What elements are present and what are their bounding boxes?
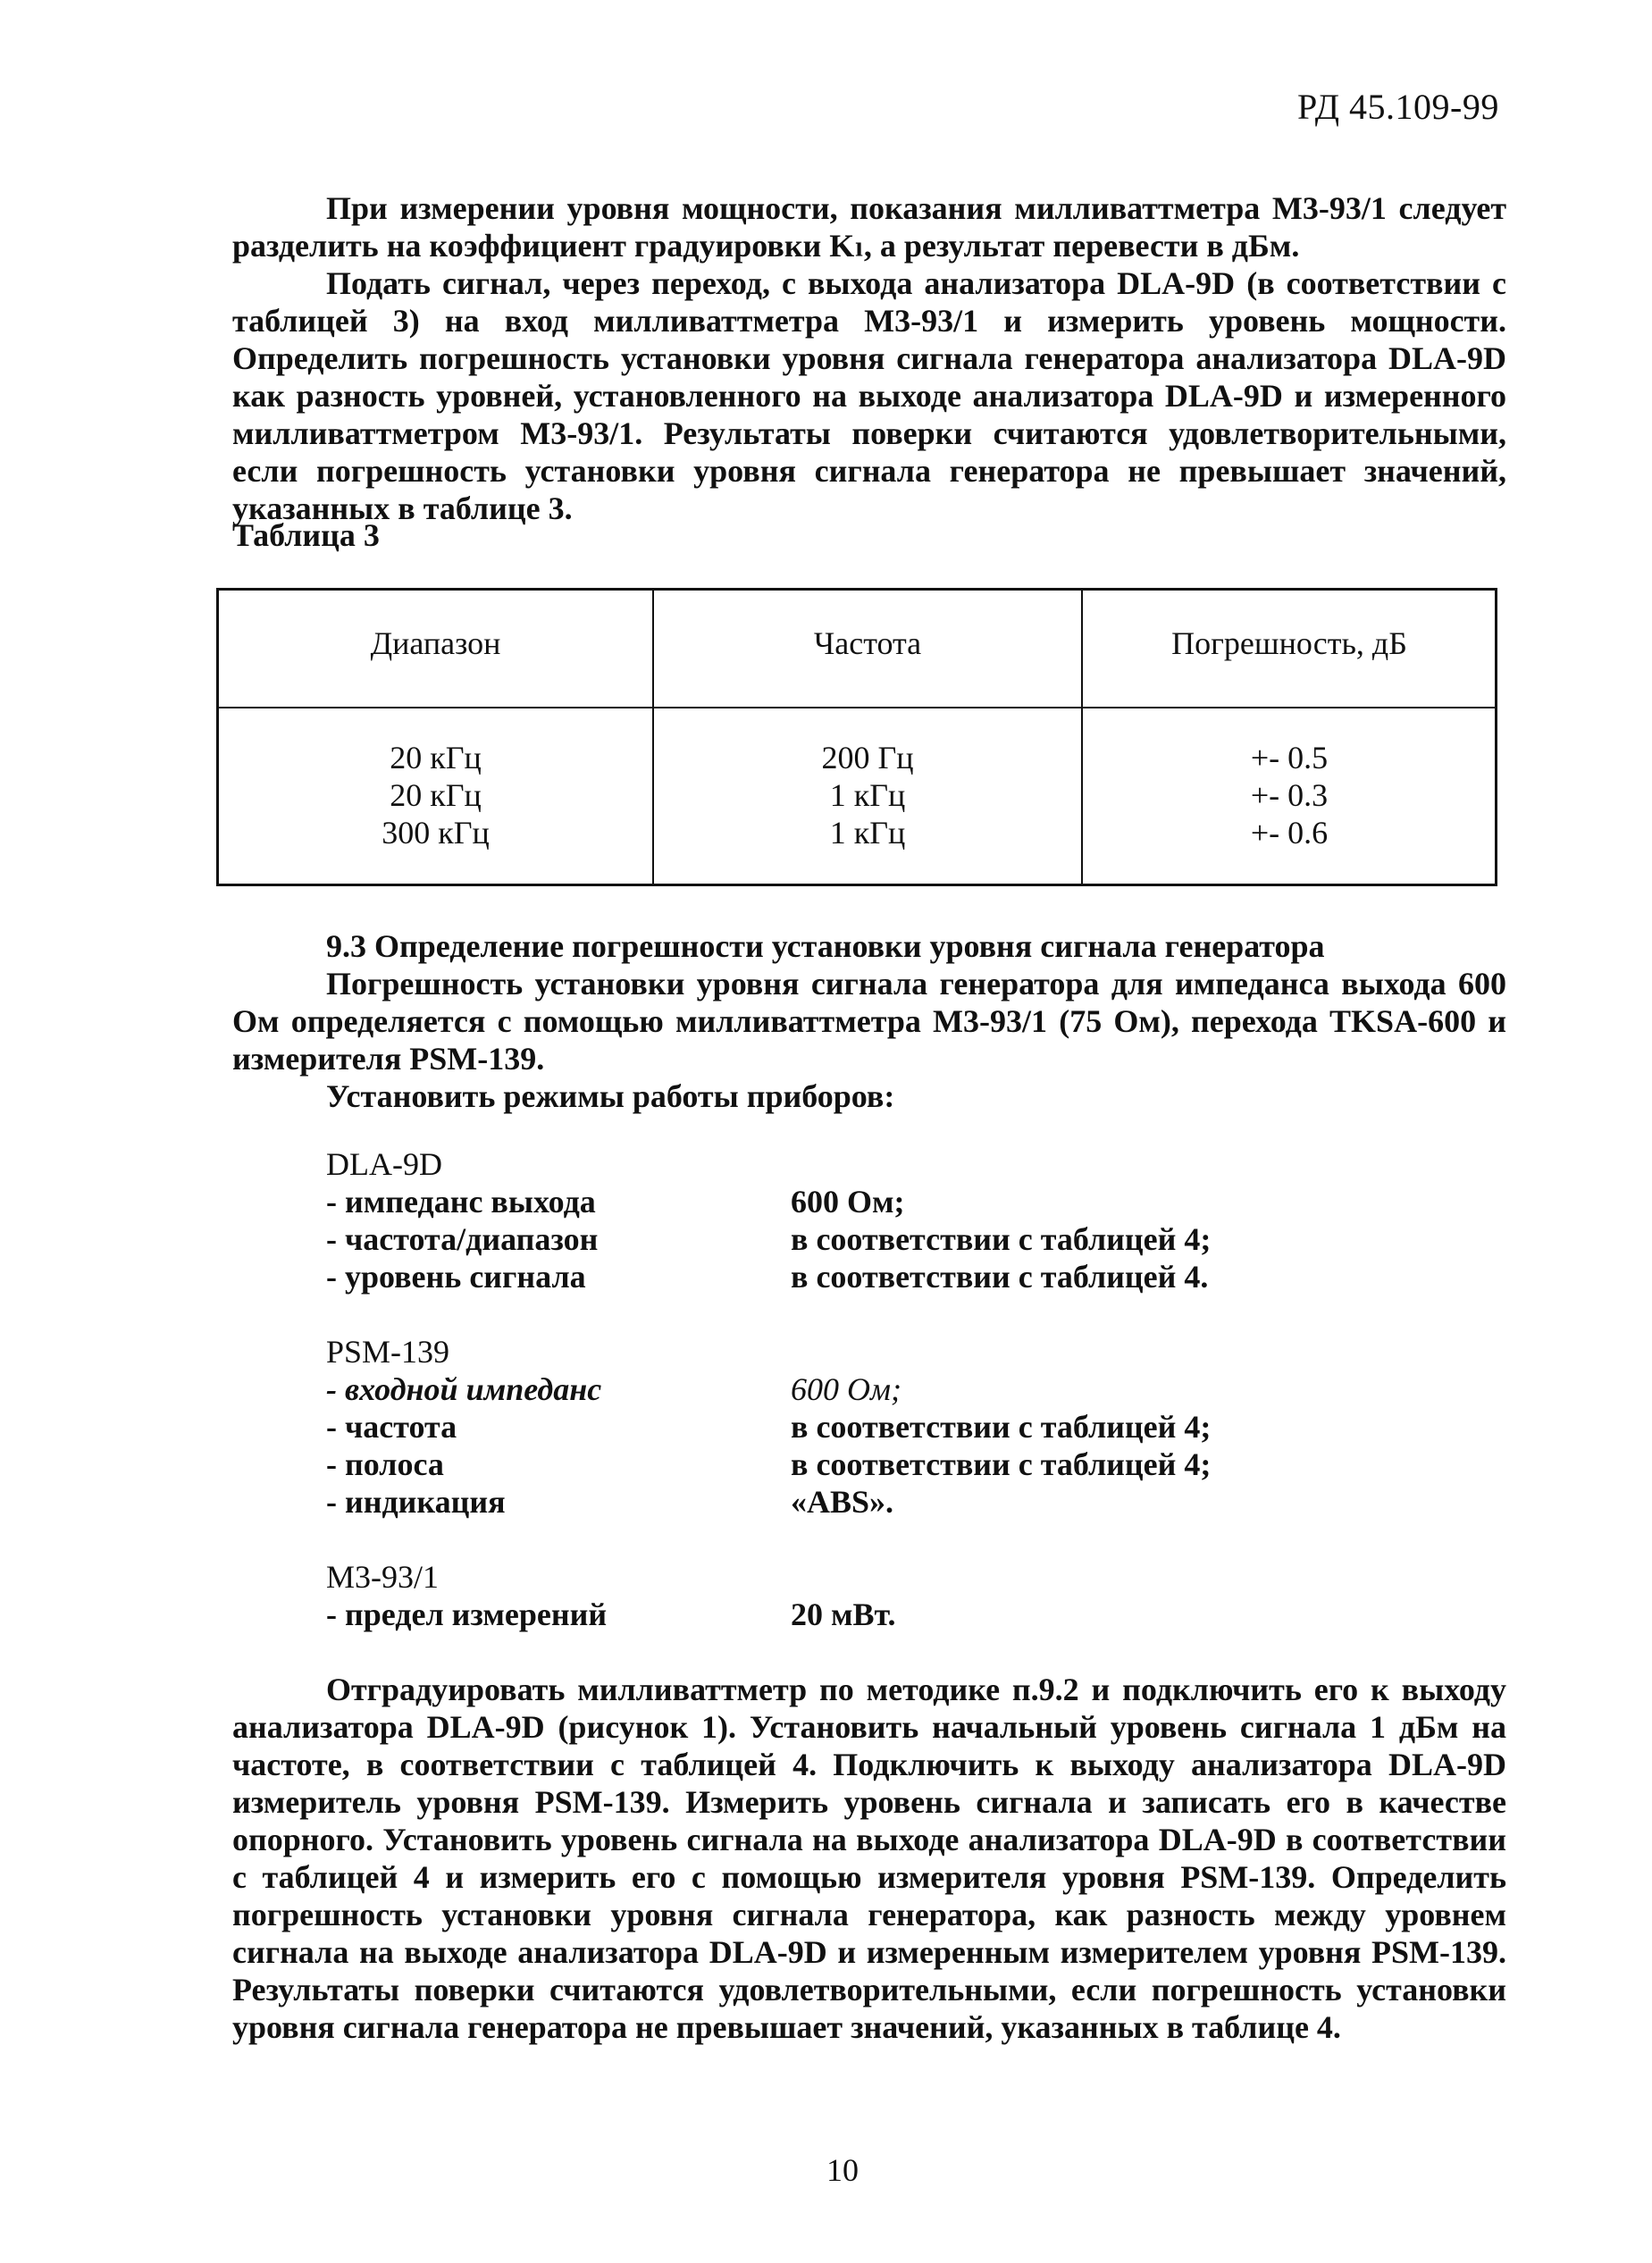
table-cell: +- 0.6: [1250, 815, 1329, 851]
setting-label: - полоса: [326, 1446, 444, 1482]
table-caption: Таблица 3: [232, 517, 380, 553]
table-cell: 1 кГц: [829, 777, 906, 813]
setting-value: 600 Ом;: [791, 1184, 905, 1220]
setting-value: в соответствии с таблицей 4.: [791, 1259, 1209, 1295]
intro-paragraph-1: При измерении уровня мощности, показания милливаттметра М3-93/1 следует разделить на коэффициент градуировки Kₗ, а результат перевести в дБм.: [232, 190, 1506, 264]
table-cell: 20 кГц: [390, 777, 482, 813]
setting-label: - предел измерений: [326, 1597, 608, 1632]
setting-value: 20 мВт.: [791, 1597, 896, 1632]
setting-label: - частота/диапазон: [326, 1221, 599, 1257]
setting-label: - импеданс выхода: [326, 1184, 596, 1220]
device-name: DLA-9D: [326, 1146, 442, 1182]
setting-value: 600 Ом;: [791, 1371, 901, 1407]
table-column-range: [219, 739, 652, 851]
setting-label: - входной импеданс: [326, 1371, 602, 1407]
setting-label: - частота: [326, 1409, 457, 1445]
table-header-error: Погрешность, дБ: [1171, 625, 1407, 661]
setting-value: в соответствии с таблицей 4;: [791, 1446, 1212, 1482]
section-paragraph-2: Установить режимы работы приборов:: [326, 1078, 895, 1114]
setting-value: в соответствии с таблицей 4;: [791, 1409, 1212, 1445]
setting-value: «ABS».: [791, 1484, 894, 1520]
doc-number-header: РД 45.109-99: [1297, 87, 1499, 127]
table-column-frequency: [654, 739, 1081, 851]
device-name: М3-93/1: [326, 1559, 439, 1595]
table-cell: +- 0.5: [1250, 740, 1329, 775]
table-cell: 200 Гц: [821, 740, 914, 775]
table-column-error: [1083, 739, 1496, 851]
intro-paragraph-2: Подать сигнал, через переход, с выхода анализатора DLA-9D (в соответствии с таблицей 3) на вход милливаттметра М3-93/1 и измерить уровень мощности. Определить погрешность установки уровня сигнала генератора анализатора DLA-9D как разность уровней, установленного на выходе анализатора DLA-9D и измеренного милливаттметром М3-93/1. Результаты поверки считаются удовлетворительными, если погрешность установки уровня сигнала генератора не превышает значений, указанных в таблице 3.: [232, 265, 1506, 526]
table-cell: 1 кГц: [829, 815, 906, 851]
section-paragraph-1: Погрешность установки уровня сигнала генератора для импеданса выхода 600 Ом определяется с помощью милливаттметра М3-93/1 (75 Ом), перехода TKSA-600 и измерителя PSM-139.: [232, 966, 1506, 1077]
table-cell: +- 0.3: [1250, 777, 1329, 813]
table-header-frequency: Частота: [813, 625, 922, 661]
table-divider: [219, 707, 1495, 708]
table-3: [216, 588, 1497, 886]
table-cell: 20 кГц: [390, 740, 482, 775]
device-name: PSM-139: [326, 1334, 450, 1370]
setting-value: в соответствии с таблицей 4;: [791, 1221, 1212, 1257]
section-title: 9.3 Определение погрешности установки уровня сигнала генератора: [326, 928, 1325, 964]
setting-label: - уровень сигнала: [326, 1259, 586, 1295]
table-cell: 300 кГц: [382, 815, 490, 851]
page-number: 10: [826, 2152, 859, 2188]
section-paragraph-3: Отградуировать милливаттметр по методике п.9.2 и подключить его к выходу анализатора DLA-9D (рисунок 1). Установить начальный уровень сигнала 1 дБм на частоте, в соответствии с таблицей 4. Подключить к выходу анализатора DLA-9D измеритель уровня PSM-139. Измерить уровень сигнала и записать его в качестве опорного. Установить уровень сигнала на выходе анализатора DLA-9D в соответствии с таблицей 4 и измерить его с помощью измерителя уровня PSM-139. Определить погрешность установки уровня сигнала генератора, как разность между уровнем сигнала на выходе анализатора DLA-9D и измеренным измерителем уровня PSM-139. Результаты поверки считаются удовлетворительными, если погрешность установки уровня сигнала генератора не превышает значений, указанных в таблице 4.: [232, 1672, 1506, 2045]
setting-label: - индикация: [326, 1484, 506, 1520]
table-header-range: Диапазон: [370, 625, 501, 661]
